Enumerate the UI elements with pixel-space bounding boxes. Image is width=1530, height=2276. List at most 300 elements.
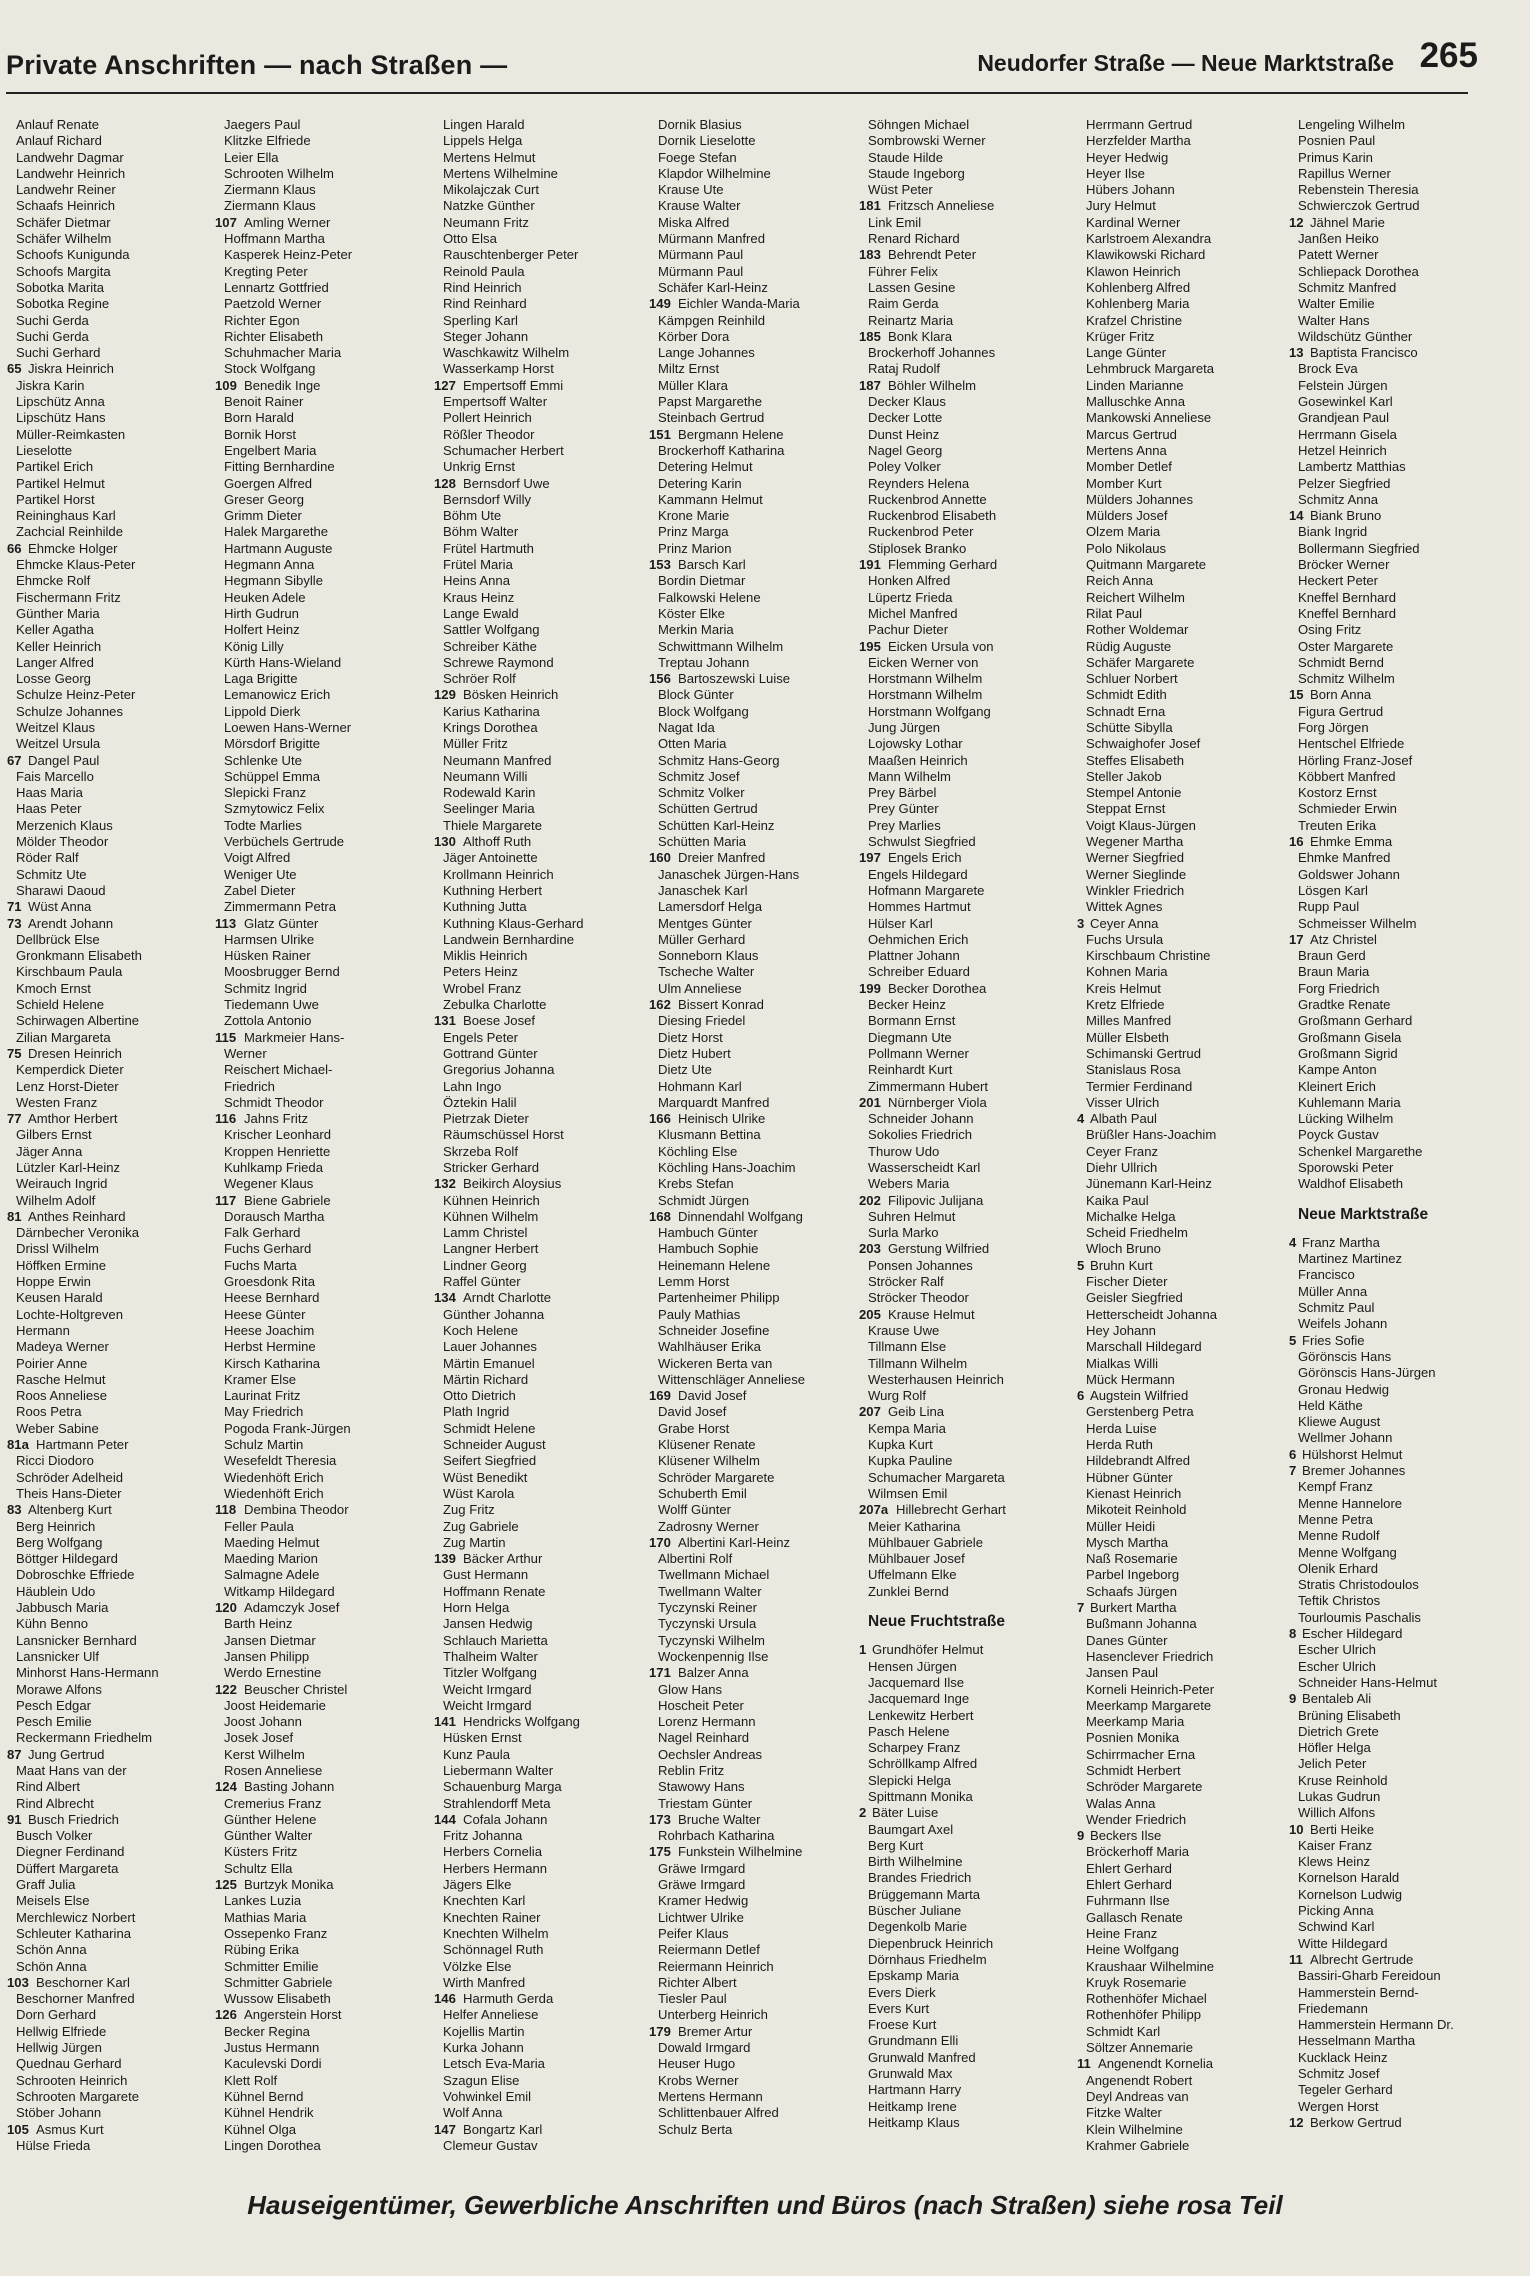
resident-entry: Krause Walter <box>658 198 741 214</box>
resident-entry: Stricker Gerhard <box>443 1160 540 1175</box>
resident-entry: Wolf Anna <box>443 2105 503 2121</box>
house-number: 197 <box>859 850 881 866</box>
resident-entry: Bormann Ernst <box>868 1013 956 1029</box>
resident-entry: Ehmcke Rolf <box>16 573 91 589</box>
resident-entry: Escher Ulrich <box>1298 1642 1376 1658</box>
resident-entry: Ulm Anneliese <box>658 980 742 996</box>
resident-entry: Staude Hilde <box>868 149 943 165</box>
resident-entry: Köbbert Manfred <box>1298 768 1396 784</box>
resident-entry: Baumgart Axel <box>868 1821 954 1837</box>
resident-name: Böhler Wilhelm <box>888 377 977 393</box>
resident-entry <box>215 1029 439 1046</box>
resident-entry: Kregting Peter <box>224 263 308 279</box>
resident-entry: Kemperdick Dieter <box>16 1062 124 1078</box>
resident-entry: Kojellis Martin <box>443 2023 525 2039</box>
resident-entry: Heckert Peter <box>1298 573 1379 589</box>
resident-entry: Forg Friedrich <box>1298 980 1380 996</box>
resident-entry: Ossepenko Franz <box>224 1925 328 1941</box>
resident-entry: Witkamp Hildegard <box>224 1583 335 1599</box>
resident-entry: Schmitter Gabriele <box>224 1974 333 1990</box>
resident-entry: Hörling Franz-Josef <box>1298 752 1413 768</box>
resident-entry: Müller Anna <box>1298 1283 1368 1299</box>
resident-entry: Weitzel Ursula <box>16 736 101 752</box>
resident-entry: Rupp Paul <box>1298 899 1360 915</box>
resident-entry: Heuken Adele <box>224 589 306 605</box>
resident-entry: Biank Ingrid <box>1298 524 1368 540</box>
resident-entry: Slepicki Franz <box>224 785 307 801</box>
resident-name: Beschorner Karl <box>36 1974 130 1990</box>
resident-entry: Feller Paula <box>224 1518 294 1534</box>
resident-entry: Schmitz Josef <box>658 768 740 784</box>
house-number: 149 <box>649 296 671 312</box>
resident-entry: Reichert Wilhelm <box>1086 589 1185 605</box>
resident-entry: Schneider August <box>443 1437 546 1453</box>
resident-entry: Hermann <box>16 1322 70 1338</box>
resident-entry: Herbers Cornelia <box>443 1844 542 1860</box>
resident-name: Boese Josef <box>463 1013 536 1029</box>
resident-entry: Lippels Helga <box>443 133 523 149</box>
resident-entry: Seelinger Maria <box>443 801 535 817</box>
resident-entry <box>1077 915 1301 932</box>
resident-name: Wüst Anna <box>28 899 92 915</box>
resident-entry: Mürmann Paul <box>658 263 744 279</box>
resident-entry <box>215 1779 439 1795</box>
resident-entry: Hegmann Sibylle <box>224 573 323 589</box>
resident-entry: Lauer Johannes <box>443 1339 537 1355</box>
resident-entry: Brüning Elisabeth <box>1298 1707 1401 1723</box>
resident-entry <box>859 198 1083 214</box>
resident-entry: Kramer Hedwig <box>658 1893 749 1909</box>
resident-entry: Kneffel Bernhard <box>1298 589 1397 605</box>
resident-entry: Kornelson Ludwig <box>1298 1886 1403 1902</box>
resident-entry <box>7 2121 231 2138</box>
resident-entry: Schield Helene <box>16 997 105 1013</box>
resident-entry: Kempf Franz <box>1298 1479 1373 1495</box>
resident-entry: Marcus Gertrud <box>1086 426 1177 442</box>
resident-entry: Heyer Ilse <box>1086 165 1145 181</box>
resident-entry: Kohlenberg Maria <box>1086 296 1190 312</box>
resident-entry <box>859 377 1083 394</box>
resident-entry: Stiplosek Branko <box>868 540 967 556</box>
resident-entry: Schultz Ella <box>224 1860 293 1876</box>
resident-entry: Schmitz Josef <box>1298 2066 1380 2082</box>
resident-entry: Born Harald <box>224 410 294 426</box>
house-number: 125 <box>215 1877 237 1893</box>
resident-entry: Winkler Friedrich <box>1086 882 1185 898</box>
resident-entry: Gallasch Renate <box>1086 1909 1183 1925</box>
resident-name: Albrecht Gertrude <box>1310 1951 1414 1967</box>
resident-entry: Renard Richard <box>868 231 960 247</box>
resident-entry: Dietz Ute <box>658 1062 712 1078</box>
resident-entry: Brockerhoff Johannes <box>868 345 996 361</box>
resident-entry: Rübing Erika <box>224 1942 299 1958</box>
resident-entry: Schröer Rolf <box>443 671 516 687</box>
resident-entry: Kirschbaum Paula <box>16 964 123 980</box>
resident-entry: Krischer Leonhard <box>224 1127 331 1143</box>
resident-entry: Unkrig Ernst <box>443 459 516 475</box>
resident-entry: Picking Anna <box>1298 1903 1374 1919</box>
house-number: 10 <box>1289 1821 1304 1837</box>
resident-entry: Plath Ingrid <box>443 1404 510 1420</box>
resident-entry: Kneffel Bernhard <box>1298 605 1397 621</box>
resident-entry: Neumann Manfred <box>443 752 552 768</box>
resident-entry: Gradtke Renate <box>1298 997 1391 1013</box>
resident-entry: Joost Heidemarie <box>224 1697 326 1713</box>
resident-name: Eichler Wanda-Maria <box>678 296 800 312</box>
resident-entry <box>434 687 658 703</box>
resident-name: Jiskra Heinrich <box>28 361 114 377</box>
resident-entry: Krause Ute <box>658 182 724 198</box>
resident-entry: Hesselmann Martha <box>1298 2033 1416 2049</box>
resident-entry: Uffelmann Elke <box>868 1567 957 1583</box>
resident-entry: Parbel Ingeborg <box>1086 1567 1180 1583</box>
resident-entry: Söltzer Annemarie <box>1086 2040 1193 2056</box>
resident-entry: Hübers Johann <box>1086 182 1175 198</box>
resident-entry: Heitkamp Irene <box>868 2098 957 2114</box>
resident-entry <box>7 1974 231 1991</box>
resident-entry <box>859 1805 1083 1821</box>
directory-column-2 <box>215 117 439 2154</box>
resident-entry: Slepicki Helga <box>868 1772 951 1788</box>
resident-entry: Gronau Hedwig <box>1298 1381 1389 1397</box>
resident-entry: Wilhelm Adolf <box>16 1192 96 1208</box>
resident-entry: Albertini Rolf <box>658 1551 733 1567</box>
resident-entry: Knechten Rainer <box>443 1909 541 1925</box>
resident-entry: Westerhausen Heinrich <box>868 1371 1004 1387</box>
resident-entry: Schröllkamp Alfred <box>868 1756 978 1772</box>
resident-entry: Wildschütz Günther <box>1298 328 1413 344</box>
house-number: 127 <box>434 377 456 393</box>
resident-entry: Müller Heidi <box>1086 1518 1156 1534</box>
resident-entry: Herrmann Gertrud <box>1086 117 1193 132</box>
resident-entry <box>1289 931 1513 948</box>
resident-entry: Josek Josef <box>224 1730 294 1746</box>
resident-entry: Olenik Erhard <box>1298 1560 1379 1576</box>
resident-entry: Reininghaus Karl <box>16 508 116 524</box>
resident-entry: Koch Helene <box>443 1322 518 1338</box>
resident-entry: Schauenburg Marga <box>443 1779 562 1795</box>
resident-entry: Richter Egon <box>224 312 300 328</box>
resident-entry: Mikolajczak Curt <box>443 182 540 198</box>
resident-entry: Rößler Theodor <box>443 426 535 442</box>
resident-entry: Escher Ulrich <box>1298 1658 1376 1674</box>
resident-entry: Sobotka Regine <box>16 296 110 312</box>
resident-entry: Plattner Johann <box>868 948 960 964</box>
resident-entry: Hambuch Sophie <box>658 1241 759 1257</box>
resident-entry: Marschall Hildegard <box>1086 1339 1202 1355</box>
resident-entry: Schnadt Erna <box>1086 703 1166 719</box>
resident-entry: Werdo Ernestine <box>224 1665 322 1681</box>
resident-entry: Dietz Hubert <box>658 1045 731 1061</box>
resident-entry: Suhren Helmut <box>868 1208 956 1224</box>
resident-entry <box>1289 1691 1513 1707</box>
resident-entry: Schwittmann Wilhelm <box>658 638 784 654</box>
resident-entry: Fitting Bernhardine <box>224 459 335 475</box>
resident-entry: Tillmann Else <box>868 1339 947 1355</box>
resident-entry: Twellmann Walter <box>658 1583 762 1599</box>
resident-entry: Lingen Dorothea <box>224 2137 321 2153</box>
house-number: 151 <box>649 426 671 442</box>
resident-entry: Sobotka Marita <box>16 279 105 295</box>
resident-name: Bremer Artur <box>678 2023 753 2039</box>
resident-entry: Thalheim Walter <box>443 1648 538 1664</box>
resident-entry: Peters Heinz <box>443 964 518 980</box>
resident-entry: Pogoda Frank-Jürgen <box>224 1420 351 1436</box>
house-number: 201 <box>859 1094 881 1110</box>
resident-entry: Lansnicker Bernhard <box>16 1632 137 1648</box>
resident-entry <box>649 296 873 312</box>
resident-name: Arendt Johann <box>28 915 114 931</box>
resident-entry <box>1077 1828 1301 1844</box>
resident-entry: Waschkawitz Wilhelm <box>443 345 570 361</box>
resident-entry: Kühnen Wilhelm <box>443 1208 539 1224</box>
resident-entry: Weirauch Ingrid <box>16 1176 108 1192</box>
resident-entry: Prey Günter <box>868 801 939 817</box>
resident-entry: Hülser Karl <box>868 915 933 931</box>
resident-entry <box>215 1681 439 1698</box>
resident-entry: Gregorius Johanna <box>443 1062 555 1078</box>
resident-name: Asmus Kurt <box>36 2121 104 2137</box>
resident-entry: Zabel Dieter <box>224 882 296 898</box>
resident-entry: Ehlert Gerhard <box>1086 1877 1172 1893</box>
resident-entry: Horstmann Wilhelm <box>868 687 983 703</box>
resident-entry: Köchling Else <box>658 1143 738 1159</box>
resident-entry: Reich Anna <box>1086 573 1153 589</box>
house-number: 5 <box>1077 1257 1085 1273</box>
resident-entry: Heine Franz <box>1086 1925 1158 1941</box>
house-number: 75 <box>7 1045 22 1061</box>
resident-entry: Werner Siegfried <box>1086 850 1185 866</box>
house-number: 13 <box>1289 345 1304 361</box>
resident-entry: Schäfer Margarete <box>1086 654 1195 670</box>
resident-entry: Dorn Gerhard <box>16 2007 97 2023</box>
resident-entry: Suchi Gerhard <box>16 345 101 361</box>
resident-entry: Häublein Udo <box>16 1583 96 1599</box>
resident-entry: Meerkamp Margarete <box>1086 1697 1212 1713</box>
resident-entry: Stöber Johann <box>16 2105 102 2121</box>
house-number: 175 <box>649 1844 671 1860</box>
resident-entry: Thiele Margarete <box>443 817 542 833</box>
resident-name: Bäcker Arthur <box>463 1551 543 1567</box>
resident-entry: Janaschek Jürgen-Hans <box>658 866 800 882</box>
resident-entry: Schrooten Heinrich <box>16 2072 128 2088</box>
resident-entry: Grunwald Manfred <box>868 2049 976 2065</box>
resident-entry: Jansen Paul <box>1086 1665 1159 1681</box>
house-number: 9 <box>1289 1691 1297 1707</box>
resident-entry <box>7 1111 231 1127</box>
resident-entry: Pasch Helene <box>868 1723 950 1739</box>
resident-entry <box>215 1600 439 1616</box>
resident-entry: Treptau Johann <box>658 654 750 670</box>
resident-entry: Partikel Helmut <box>16 475 105 491</box>
house-number: 181 <box>859 198 881 214</box>
resident-entry: Titzler Wolfgang <box>443 1665 537 1681</box>
resident-entry: Bordin Dietmar <box>658 573 746 589</box>
resident-name: Harmuth Gerda <box>463 1991 554 2007</box>
resident-entry: Köchling Hans-Joachim <box>658 1160 796 1175</box>
resident-entry: Thurow Udo <box>868 1143 940 1159</box>
resident-entry: Stock Wolfgang <box>224 361 316 377</box>
resident-entry: Webers Maria <box>868 1176 950 1192</box>
resident-entry: Schwulst Siegfried <box>868 834 976 850</box>
resident-entry: Tegeler Gerhard <box>1298 2082 1393 2098</box>
resident-entry: Schmitz Ute <box>16 866 87 882</box>
resident-entry: Momber Detlef <box>1086 459 1172 475</box>
resident-entry: Schimanski Gertrud <box>1086 1045 1201 1061</box>
resident-entry: Klüsener Wilhelm <box>658 1453 760 1469</box>
resident-entry: Wrobel Franz <box>443 980 522 996</box>
resident-entry: Kempa Maria <box>868 1420 946 1436</box>
resident-entry: Karlstroem Alexandra <box>1086 231 1212 247</box>
house-number: 203 <box>859 1241 881 1257</box>
resident-entry: Kuhlemann Maria <box>1298 1094 1401 1110</box>
resident-entry: Kliewe August <box>1298 1414 1381 1430</box>
resident-entry: Michalke Helga <box>1086 1208 1176 1224</box>
house-number: 179 <box>649 2023 671 2039</box>
resident-entry: Heitkamp Klaus <box>868 2114 960 2130</box>
resident-name: Ehmcke Holger <box>28 540 118 556</box>
resident-entry: Mentges Günter <box>658 915 752 931</box>
resident-name: Funkstein Wilhelmine <box>678 1844 803 1860</box>
resident-entry: Schütte Sibylla <box>1086 719 1173 735</box>
resident-entry: Twellmann Michael <box>658 1567 770 1583</box>
resident-entry: Zottola Antonio <box>224 1013 312 1029</box>
resident-entry: Rothenhöfer Philipp <box>1086 2007 1202 2023</box>
resident-entry: Müller Fritz <box>443 736 508 752</box>
resident-entry: Michel Manfred <box>868 605 958 621</box>
resident-entry: Dobroschke Effriede <box>16 1567 135 1583</box>
resident-name: Angerstein Horst <box>244 2007 342 2023</box>
resident-entry: Lücking Wilhelm <box>1298 1111 1394 1127</box>
resident-entry: Herbst Hermine <box>224 1339 316 1355</box>
resident-entry: Krobs Werner <box>658 2072 739 2088</box>
resident-name: Balzer Anna <box>678 1665 749 1681</box>
resident-entry: Witte Hildegard <box>1298 1935 1388 1951</box>
resident-entry <box>7 361 231 377</box>
resident-entry: Gräwe Irmgard <box>658 1860 746 1876</box>
house-number: 199 <box>859 980 881 996</box>
resident-entry: Lenkewitz Herbert <box>868 1707 974 1723</box>
resident-entry: Steinbach Gertrud <box>658 410 765 426</box>
resident-entry: Goldswer Johann <box>1298 866 1400 882</box>
resident-entry: Otten Maria <box>658 736 727 752</box>
resident-entry: Söhngen Michael <box>868 117 970 132</box>
resident-entry: Müller Klara <box>658 377 728 393</box>
resident-entry: Lüpertz Frieda <box>868 589 953 605</box>
house-number: 16 <box>1289 834 1304 850</box>
resident-entry: Prey Bärbel <box>868 785 937 801</box>
resident-entry: Gottrand Günter <box>443 1045 538 1061</box>
resident-entry: Grimm Dieter <box>224 508 302 524</box>
house-number: 207a <box>859 1502 889 1518</box>
resident-entry <box>434 475 658 492</box>
resident-entry: Diegner Ferdinand <box>16 1844 125 1860</box>
house-number: 107 <box>215 214 237 230</box>
resident-entry <box>649 1534 873 1551</box>
resident-entry: Landwehr Reiner <box>16 182 116 198</box>
resident-entry: Rebenstein Theresia <box>1298 182 1419 198</box>
resident-name: Behrendt Peter <box>888 247 977 263</box>
resident-entry: Lange Johannes <box>658 345 755 361</box>
resident-entry <box>859 557 1083 573</box>
resident-entry: Wockenpennig Ilse <box>658 1648 769 1664</box>
house-number: 202 <box>859 1192 881 1208</box>
resident-entry <box>1289 1463 1513 1479</box>
resident-entry: Schirwagen Albertine <box>16 1013 140 1029</box>
resident-entry <box>215 1877 439 1893</box>
resident-entry: Lingen Harald <box>443 117 525 132</box>
resident-entry: Hentschel Elfriede <box>1298 736 1405 752</box>
resident-entry: Kasperek Heinz-Peter <box>224 247 353 263</box>
resident-entry: Polo Nikolaus <box>1086 540 1167 556</box>
resident-entry: Kerst Wilhelm <box>224 1746 305 1762</box>
house-number: 171 <box>649 1665 671 1681</box>
resident-entry <box>1289 214 1513 231</box>
resident-entry: Engels Peter <box>443 1029 518 1045</box>
resident-entry: König Lilly <box>224 638 284 654</box>
resident-entry <box>859 1404 1083 1420</box>
house-number: 6 <box>1289 1446 1297 1462</box>
resident-entry: Gilbers Ernst <box>16 1127 92 1143</box>
resident-entry: Schmitz Volker <box>658 785 745 801</box>
resident-entry: Märtin Emanuel <box>443 1355 535 1371</box>
resident-entry: Müller Elsbeth <box>1086 1029 1169 1045</box>
resident-entry: Sokolies Friedrich <box>868 1127 973 1143</box>
resident-entry: Kuhlkamp Frieda <box>224 1160 323 1175</box>
resident-entry: Mürmann Manfred <box>658 231 765 247</box>
resident-entry: Ziermann Klaus <box>224 182 316 198</box>
house-number: 160 <box>649 850 671 866</box>
resident-entry: Brüßler Hans-Joachim <box>1086 1127 1217 1143</box>
resident-entry: Mertens Hermann <box>658 2088 763 2104</box>
resident-entry: Weifels Johann <box>1298 1316 1388 1332</box>
resident-entry: Falk Gerhard <box>224 1225 301 1241</box>
resident-entry: Szagun Elise <box>443 2072 520 2088</box>
resident-entry: Neumann Fritz <box>443 214 529 230</box>
resident-entry <box>649 1665 873 1681</box>
resident-entry: Schmitz Paul <box>1298 1300 1375 1316</box>
resident-entry: Fischer Dieter <box>1086 1274 1168 1290</box>
resident-entry: Detering Karin <box>658 475 742 491</box>
resident-entry: Schaafs Jürgen <box>1086 1583 1177 1599</box>
resident-entry <box>649 850 873 866</box>
resident-entry: Diesing Friedel <box>658 1013 746 1029</box>
resident-entry: Mertens Wilhelmine <box>443 165 558 181</box>
resident-entry: Klusmann Bettina <box>658 1127 761 1143</box>
resident-entry: Schumacher Margareta <box>868 1469 1005 1485</box>
resident-name: Busch Friedrich <box>28 1811 119 1827</box>
resident-entry: Hartmann Auguste <box>224 540 333 556</box>
resident-entry: Schwind Karl <box>1298 1919 1375 1935</box>
resident-entry: Meier Katharina <box>868 1518 961 1534</box>
resident-entry: Nagel Georg <box>868 442 943 458</box>
house-number: 120 <box>215 1600 237 1616</box>
resident-entry: Clemeur Gustav <box>443 2137 538 2153</box>
resident-entry: Lenz Horst-Dieter <box>16 1078 119 1094</box>
resident-entry: Schütten Karl-Heinz <box>658 817 775 833</box>
footer-note: Hauseigentümer, Gewerbliche Anschriften und Büros (nach Straßen) siehe rosa Teil <box>247 2190 1283 2220</box>
resident-entry: Fritz Johanna <box>443 1828 523 1844</box>
resident-entry: Deyl Andreas van <box>1086 2088 1189 2104</box>
resident-entry: Strahlendorff Meta <box>443 1795 551 1811</box>
resident-entry: Teftik Christos <box>1298 1593 1381 1609</box>
resident-entry: Mankowski Anneliese <box>1086 410 1212 426</box>
resident-entry: Heine Wolfgang <box>1086 1942 1179 1958</box>
resident-entry: Kunz Paula <box>443 1746 510 1762</box>
resident-entry: Wirth Manfred <box>443 1974 526 1990</box>
resident-entry: Höffken Ermine <box>16 1257 107 1273</box>
resident-entry: Mürmann Paul <box>658 247 744 263</box>
